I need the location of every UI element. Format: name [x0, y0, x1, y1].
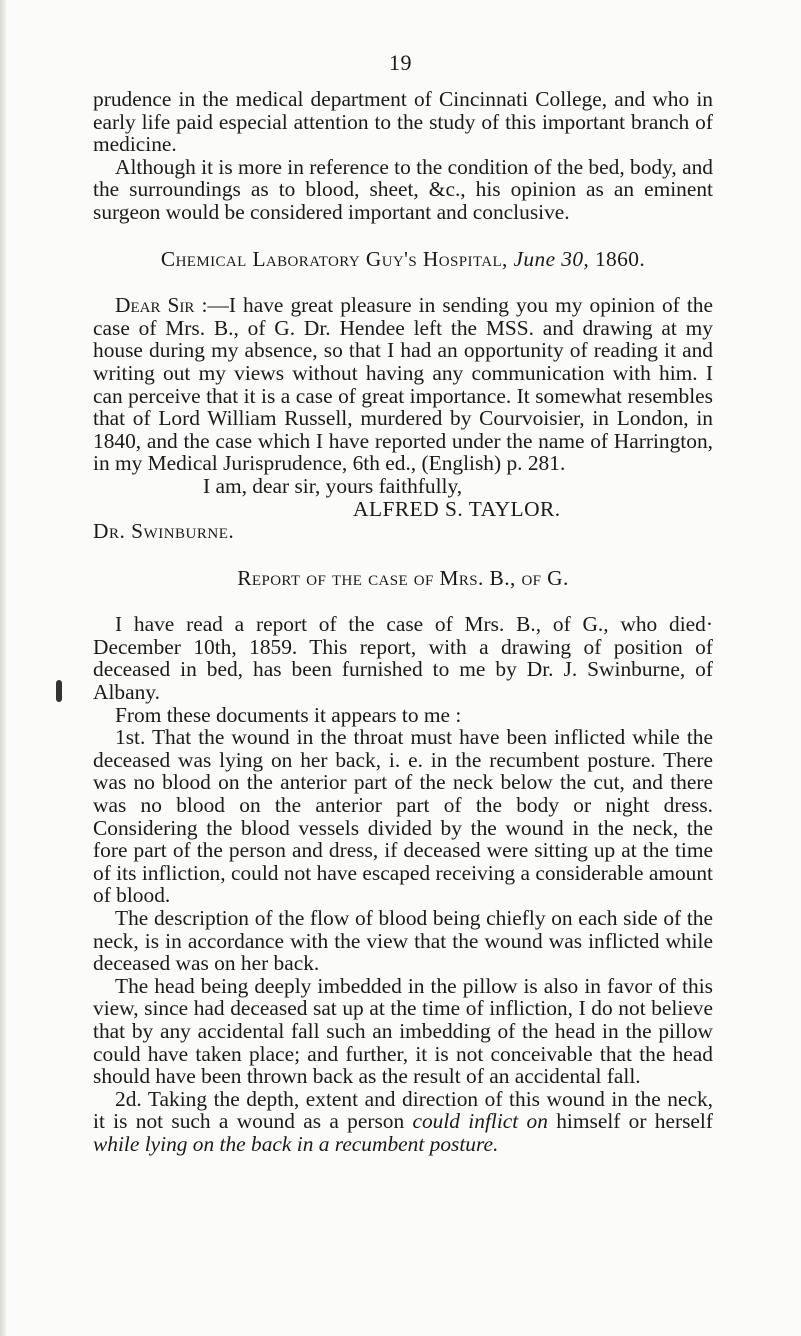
letter-body [93, 294, 713, 475]
report-paragraph-6 [93, 1088, 713, 1156]
letter-heading [93, 248, 713, 271]
scan-edge-shadow [0, 0, 6, 1336]
letter-closing: I am, dear sir, yours faithfully, [203, 473, 463, 498]
letter-heading-date: June 30, [513, 246, 590, 271]
paragraph-although: Although it is more in reference to the condition of the bed, body, and the surroundings as to blood, sheet, &c., his opinion as an eminent surgeon would be considered important and conclusive. [93, 154, 713, 224]
page-number: 19 [389, 50, 412, 75]
letter-signature: ALFRED S. TAYLOR. [353, 496, 561, 521]
letter-text: :—I have great pleasure in sending you my opinion of the case of Mrs. B., of G. Dr. Hendee left the MSS. and drawing at my house during my absence, so that I had an opportunity of reading it and writing out my views without having any communication with him. I can perceive that it is a case of great importance. It somewhat resembles that of Lord William Russell, murdered by Courvoisier, in London, in 1840, and the case which I have reported under the name of Harrington, in my Medical Jurisprudence, 6th ed., (English) p. 281. [93, 293, 713, 476]
page-body [93, 88, 713, 1156]
paragraph-prudence: prudence in the medical department of Cincinnati College, and who in early life paid especial attention to the study of this important branch of medicine. [93, 87, 713, 157]
letter-heading-year: 1860. [594, 246, 646, 271]
ink-spot [56, 680, 62, 702]
report-paragraph-6-italic-1: could inflict on [412, 1109, 548, 1134]
report-paragraph-2: From these documents it appears to me : [115, 702, 462, 727]
report-paragraph-6-mid: himself or herself [556, 1109, 713, 1134]
report-heading: Report of the case of Mrs. B., of G. [237, 565, 569, 590]
report-paragraph-6-italic-2: while lying on the back in a recumbent posture. [93, 1131, 499, 1156]
report-paragraph-4: The description of the flow of blood being chiefly on each side of the neck, is in accordance with the view that the wound was inflicted while deceased was on her back. [93, 906, 713, 976]
letter-salutation: Dear Sir [115, 293, 195, 318]
report-paragraph-3: 1st. That the wound in the throat must have been inflicted while the deceased was lying on her back, i. e. in the recumbent posture. There was no blood on the anterior part of the neck below the cut, and there was no blood on the anterior part of the body or night dress. Considering the blood vessels divided by the wound in the neck, the fore part of the person and dress, if deceased were sitting up at the time of its infliction, could not have escaped receiving a considerable amount of blood. [93, 725, 713, 908]
report-paragraph-6-start: 2d. Taking the depth, extent and direction of this wound in the neck, it is not such a wound as a person [93, 1086, 713, 1134]
letter-heading-place: Chemical Laboratory Guy's Hospital, [160, 246, 508, 271]
report-paragraph-1: I have read a report of the case of Mrs. B., of G., who died· December 10th, 1859. This report, with a drawing of position of deceased in bed, has been furnished to me by Dr. J. Swinburne, of Albany. [93, 612, 713, 705]
report-paragraph-5: The head being deeply imbedded in the pillow is also in favor of this view, since had deceased sat up at the time of infliction, I do not believe that by any accidental fall such an imbedding of the head in the pillow could have taken place; and further, it is not conceivable that the head should have been thrown back as the result of an accidental fall. [93, 973, 713, 1089]
letter-addressee: Dr. Swinburne. [93, 519, 235, 544]
